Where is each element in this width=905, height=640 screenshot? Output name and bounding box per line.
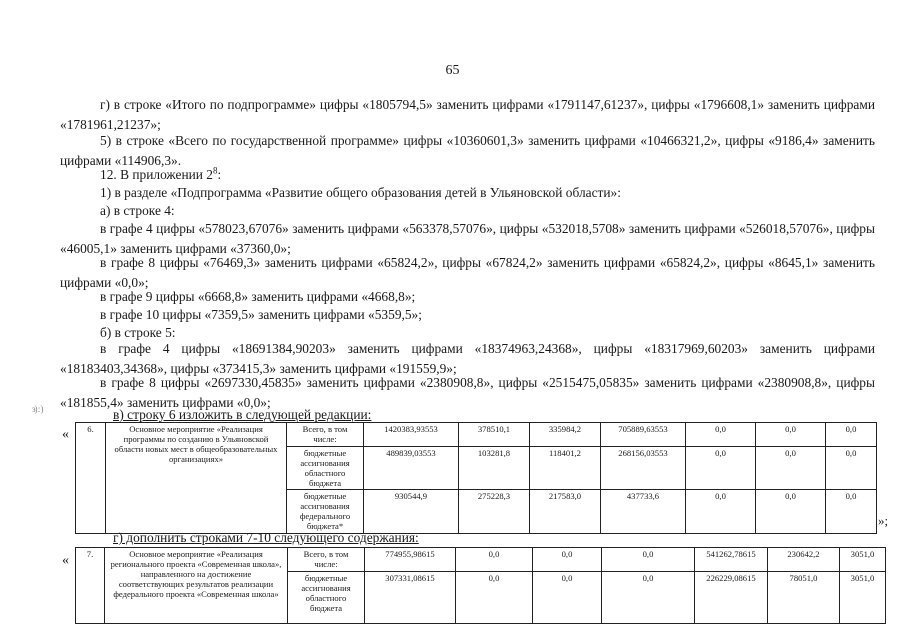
- paragraph-row4-col4: в графе 4 цифры «578023,67076» заменить цифрами «563378,57076», цифры «532018,5708» заменить цифрами «526018,57076», цифры «46005,1» заменить цифрами «37360,0»;: [60, 221, 875, 256]
- table6-cell: 275228,3: [459, 490, 530, 534]
- table6-cell: 268156,03553: [601, 447, 686, 490]
- table7-cell: 230642,2: [768, 548, 840, 572]
- table7-cell: 307331,08615: [365, 572, 456, 624]
- table6-cell: 705889,63553: [601, 423, 686, 447]
- table6-cell: 378510,1: [459, 423, 530, 447]
- table7-category: бюджетные ассигнования областного бюджета: [288, 572, 365, 624]
- table6-cell: 437733,6: [601, 490, 686, 534]
- table6-cell: 1420383,93553: [364, 423, 459, 447]
- table-row-6: [75, 422, 877, 534]
- table6-cell: 335984,2: [530, 423, 601, 447]
- table6-cell: 0,0: [826, 447, 877, 490]
- appendix-heading-text: 12. В приложении 2: [100, 167, 213, 182]
- table6-cell: 0,0: [756, 447, 826, 490]
- appendix-superscript: 8: [213, 165, 218, 176]
- paragraph-appendix-heading: [60, 165, 875, 185]
- open-quote-table7: «: [62, 553, 69, 568]
- table6-cell: 103281,8: [459, 447, 530, 490]
- table7-row-total: [76, 548, 886, 572]
- paragraph-row4-col9: в графе 9 цифры «6668,8» заменить цифрами «4668,8»;: [100, 289, 416, 304]
- table6-cell: 0,0: [826, 490, 877, 534]
- table-row-7: [75, 547, 886, 624]
- table6-cell: 0,0: [756, 490, 826, 534]
- table6-cell: 0,0: [686, 447, 756, 490]
- paragraph-row4-col10: в графе 10 цифры «7359,5» заменить цифрами «5359,5»;: [100, 307, 422, 322]
- appendix-heading-tail: :: [217, 167, 222, 182]
- paragraph-rows7-10-intro: г) дополнить строками 7-10 следующего содержания:: [113, 530, 419, 545]
- paragraph-subprogram-section: 1) в разделе «Подпрограмма «Развитие общего образования детей в Ульяновской области»:: [100, 185, 621, 200]
- table7-cell: 0,0: [456, 548, 533, 572]
- table7-category: Всего, в том числе:: [288, 548, 365, 572]
- table6-category: Всего, в том числе:: [287, 423, 364, 447]
- table6-category: бюджетные ассигнования федерального бюджета*: [287, 490, 364, 534]
- paragraph-row5-col8: в графе 8 цифры «2697330,45835» заменить цифрами «2380908,8», цифры «2515475,05835» заменить цифрами «2380908,8», цифры «181855,4» заменить цифрами «0,0»;: [60, 375, 875, 410]
- table7-cell: 0,0: [602, 572, 695, 624]
- paragraph-item-5-state-program: 5) в строке «Всего по государственной программе» цифры «10360601,3» заменить цифрами «10466321,2», цифры «9186,4» заменить цифрами «114906,3».: [60, 133, 875, 168]
- table7-cell: 541262,78615: [695, 548, 768, 572]
- close-quote-table6: »;: [878, 513, 889, 528]
- table6-cell: 118401,2: [530, 447, 601, 490]
- table7-cell: 0,0: [602, 548, 695, 572]
- table6-cell: 0,0: [686, 490, 756, 534]
- table6-cell: 0,0: [686, 423, 756, 447]
- table6-cell: 0,0: [756, 423, 826, 447]
- table7-cell: 0,0: [533, 548, 602, 572]
- paragraph-row6-intro: в) строку 6 изложить в следующей редакции:: [113, 407, 372, 422]
- paragraph-row4-col8: в графе 8 цифры «76469,3» заменить цифрами «65824,2», цифры «67824,2» заменить цифрами «65824,2», цифры «8645,1» заменить цифрами «0,0»;: [60, 255, 875, 290]
- paragraph-row5-heading: б) в строке 5:: [100, 325, 176, 340]
- table7-cell: 0,0: [533, 572, 602, 624]
- table7-description: Основное мероприятие «Реализация регионального проекта «Современная школа», направленного на достижение соответствующих результатов реализации федерального проекта «Современная школа»: [105, 548, 288, 624]
- page-number: 65: [445, 63, 460, 78]
- paragraph-row4-heading: а) в строке 4:: [100, 203, 175, 218]
- table7-cell: 3051,0: [840, 548, 886, 572]
- table7-cell: 3051,0: [840, 572, 886, 624]
- open-quote-table6: «: [62, 427, 69, 442]
- paragraph-item-g-totals: г) в строке «Итого по подпрограмме» цифры «1805794,5» заменить цифрами «1791147,61237», цифры «1796608,1» заменить цифрами «1781961,21237»;: [60, 97, 875, 132]
- table6-cell: 217583,0: [530, 490, 601, 534]
- table7-cell: 774955,98615: [365, 548, 456, 572]
- table7-row-number: 7.: [76, 548, 105, 624]
- table6-cell: 0,0: [826, 423, 877, 447]
- table7-cell: 226229,08615: [695, 572, 768, 624]
- paragraph-row5-col4: в графе 4 цифры «18691384,90203» заменить цифрами «18374963,24368», цифры «18317969,60203» заменить цифрами «18183403,34368», цифры «373415,3» заменить цифрами «191559,9»;: [60, 341, 875, 376]
- table6-cell: 930544,9: [364, 490, 459, 534]
- table6-category: бюджетные ассигнования областного бюджета: [287, 447, 364, 490]
- table6-cell: 489839,03553: [364, 447, 459, 490]
- table7-cell: 0,0: [456, 572, 533, 624]
- margin-annotation: з) : ): [32, 404, 43, 414]
- table7-cell: 78051,0: [768, 572, 840, 624]
- table6-description: Основное мероприятие «Реализация программы по созданию в Ульяновской области новых мест в общеобразовательных организациях»: [106, 423, 287, 534]
- table6-row-number: 6.: [76, 423, 106, 534]
- table6-row-total: [76, 423, 877, 447]
